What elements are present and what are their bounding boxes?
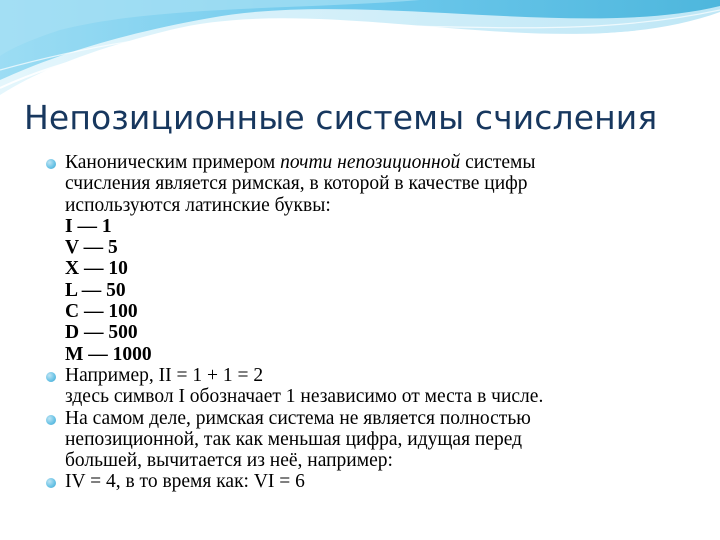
- bullet-line: используются латинские буквы:: [65, 194, 331, 216]
- numeral-row: C — 100: [65, 301, 138, 323]
- slide-body: [46, 152, 706, 493]
- bullet-dot-icon: [46, 159, 56, 169]
- intro-text-emphasis: почти непозиционной: [280, 152, 461, 173]
- intro-text-b: системы: [460, 152, 536, 173]
- bullet-line: здесь символ I обозначает 1 независимо от места в числе.: [65, 386, 544, 408]
- bullet-subtraction-note: [46, 408, 706, 472]
- bullet-line: непозиционной, так как меньшая цифра, идущая перед: [65, 428, 523, 450]
- bullet-dot-icon: [46, 478, 56, 488]
- bullet-line: На самом деле, римская система не является полностью: [65, 407, 531, 429]
- numeral-row: L — 50: [65, 279, 126, 301]
- bullet-line: Например, II = 1 + 1 = 2: [65, 364, 264, 386]
- numeral-row: M — 1000: [65, 343, 152, 365]
- numeral-row: D — 500: [65, 322, 138, 344]
- bullet-line: [65, 152, 706, 173]
- bullet-roman-intro: [46, 152, 706, 365]
- numeral-row: I — 1: [65, 215, 112, 237]
- numeral-row: X — 10: [65, 258, 128, 280]
- slide-title: Непозиционные системы счисления: [24, 98, 658, 137]
- bullet-line: счисления является римская, в которой в качестве цифр: [65, 173, 528, 195]
- header-wave-decoration: [0, 0, 720, 110]
- bullet-example-iv-vi: [46, 471, 706, 492]
- numeral-row: V — 5: [65, 237, 118, 259]
- intro-text-a: Каноническим примером: [65, 152, 281, 173]
- bullet-dot-icon: [46, 415, 56, 425]
- bullet-example-addition: [46, 365, 706, 408]
- bullet-dot-icon: [46, 372, 56, 382]
- bullet-line: большей, вычитается из неё, например:: [65, 450, 393, 472]
- bullet-line: IV = 4, в то время как: VI = 6: [65, 471, 305, 493]
